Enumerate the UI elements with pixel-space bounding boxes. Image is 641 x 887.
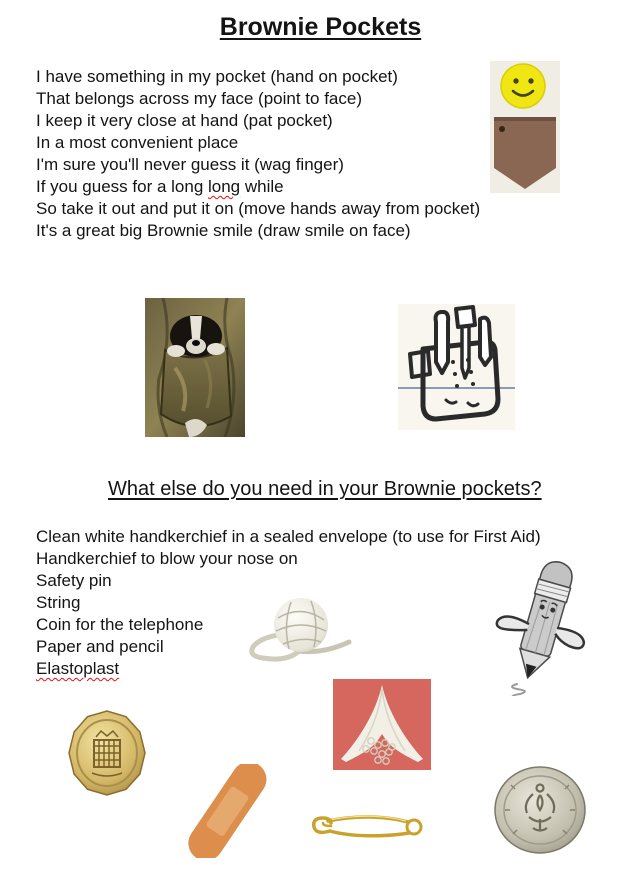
puppy-photo <box>145 298 245 437</box>
puppy-photo-graphic <box>145 298 245 437</box>
handkerchief-image <box>333 679 431 770</box>
threepence-coin-image <box>66 707 148 800</box>
section-heading: What else do you need in your Brownie pockets? <box>108 478 542 500</box>
checklist-item: String <box>36 593 81 612</box>
poem-line <box>36 176 480 198</box>
page-title-text: Brownie Pockets <box>219 13 422 41</box>
poem-line: That belongs across my face (point to face) <box>36 89 362 108</box>
pocket-drawing <box>398 304 515 430</box>
smiley-pocket-badge-image <box>490 61 560 193</box>
plaster-image <box>182 764 272 858</box>
string-ball-graphic <box>243 592 353 672</box>
poem-line: I have something in my pocket (hand on pocket) <box>36 67 398 86</box>
pencil-cartoon-image <box>465 556 623 696</box>
pocket-drawing-graphic <box>398 304 515 430</box>
poem-line-text: while <box>240 177 284 196</box>
poem-line: So take it out and put it on (move hands away from pocket) <box>36 199 481 218</box>
sixpence-coin-graphic <box>493 765 588 856</box>
pencil-cartoon-graphic <box>465 556 623 696</box>
checklist-item: Handkerchief to blow your nose on <box>36 549 298 568</box>
poem-line: In a most convenient place <box>36 133 239 152</box>
string-ball-image <box>243 592 353 672</box>
poem-line-text: If you guess for a long <box>36 177 208 196</box>
plaster-graphic <box>182 764 272 858</box>
checklist-item: Safety pin <box>36 571 112 590</box>
smiley-icon <box>501 64 545 108</box>
poem-line: I keep it very close at hand (pat pocket) <box>36 111 333 130</box>
poem <box>36 66 480 242</box>
smiley-pocket-badge-graphic <box>490 61 560 193</box>
poem-line: It's a great big Brownie smile (draw smile on face) <box>36 221 411 240</box>
checklist-item: Coin for the telephone <box>36 615 204 634</box>
safety-pin-graphic <box>306 810 428 846</box>
handkerchief-graphic <box>333 679 431 770</box>
misspelled-word: Elastoplast <box>36 659 120 678</box>
checklist-item: Clean white handkerchief in a sealed envelope (to use for First Aid) <box>36 527 541 546</box>
misspelled-word: long <box>208 177 241 196</box>
checklist-item: Paper and pencil <box>36 637 164 656</box>
page-title <box>0 13 641 42</box>
poem-line: I'm sure you'll never guess it (wag finger) <box>36 155 344 174</box>
threepence-coin-graphic <box>66 707 148 800</box>
safety-pin-image <box>306 810 428 846</box>
sixpence-coin-image <box>493 765 588 856</box>
